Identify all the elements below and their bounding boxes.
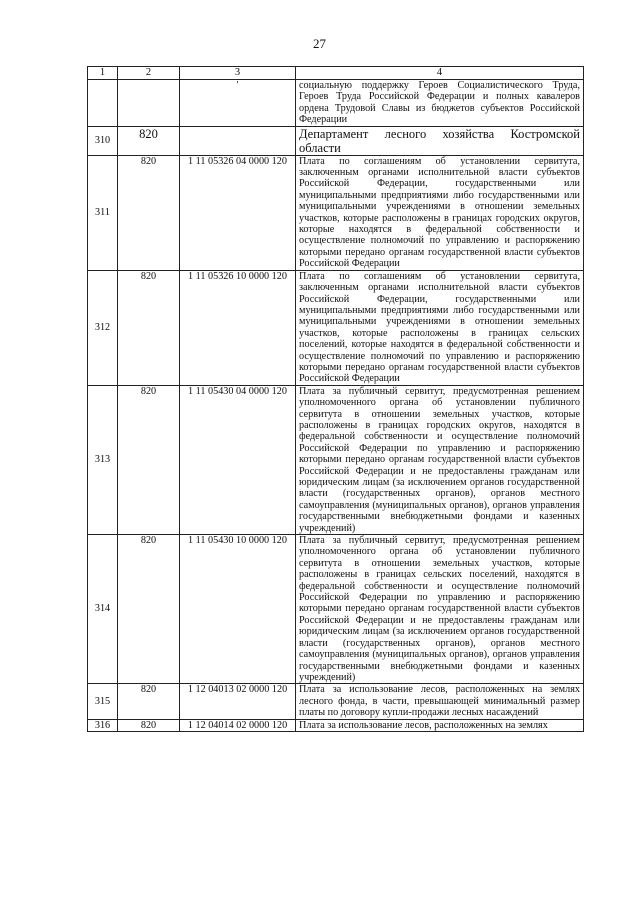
admin-code: 820	[118, 719, 180, 731]
row-number: 315	[88, 684, 118, 719]
kbk-code: 1 11 05326 04 0000 120	[180, 155, 296, 270]
row-number: 311	[88, 155, 118, 270]
table-row	[88, 684, 584, 719]
admin-code: 820	[118, 126, 180, 155]
table-header-row	[88, 67, 584, 80]
row-number	[88, 80, 118, 127]
row-description: Плата за использование лесов, расположенных на землях	[296, 719, 584, 731]
kbk-code: 1 11 05430 04 0000 120	[180, 385, 296, 534]
header-col-3: 3	[180, 67, 296, 80]
table-row	[88, 270, 584, 385]
table-row	[88, 155, 584, 270]
row-description: Плата за публичный сервитут, предусмотренная решением уполномоченного органа об установлении публичного сервитута в отношении земельных участков, которые расположены в границах сельских поселений, находятся в федеральной собственности и осуществление полномочий Российской Федерации по управлению и распоряжению которыми передано органам государственной власти субъектов Российской Федерации и не предоставлены гражданам или юридическим лицам (за исключением органов государственной власти (государственных органов), органов местного самоуправления (муниципальных органов), органов управления государственными внебюджетными фондами и казенных учреждений)	[296, 535, 584, 684]
header-col-1: 1	[88, 67, 118, 80]
stray-mark: '	[180, 80, 296, 127]
header-col-4: 4	[296, 67, 584, 80]
kbk-code: 1 11 05430 10 0000 120	[180, 535, 296, 684]
table-row	[88, 535, 584, 684]
row-number: 313	[88, 385, 118, 534]
admin-code: 820	[118, 535, 180, 684]
row-number: 312	[88, 270, 118, 385]
admin-code	[118, 80, 180, 127]
row-number: 310	[88, 126, 118, 155]
table-row	[88, 126, 584, 155]
table-row-continuation	[88, 80, 584, 127]
page-number: 27	[313, 36, 326, 51]
admin-code: 820	[118, 684, 180, 719]
row-description: социальную поддержку Героев Социалистического Труда, Героев Труда Российской Федерации и полных кавалеров ордена Трудовой Славы из бюджетов субъектов Российской Федерации	[296, 80, 584, 127]
kbk-code: 1 11 05326 10 0000 120	[180, 270, 296, 385]
row-description: Плата за публичный сервитут, предусмотренная решением уполномоченного органа об установлении публичного сервитута в отношении земельных участков, которые расположены в границах городских округов, находятся в федеральной собственности и осуществление полномочий Российской Федерации по управлению и распоряжению которыми передано органам государственной власти субъектов Российской Федерации и не предоставлены гражданам или юридическим лицам (за исключением органов государственной власти (государственных органов), органов местного самоуправления (муниципальных органов), органов управления государственными внебюджетными фондами и казенных учреждений)	[296, 385, 584, 534]
document-table	[87, 66, 584, 732]
table-row	[88, 385, 584, 534]
row-description: Плата по соглашениям об установлении сервитута, заключенным органами исполнительной власти субъектов Российской Федерации, государственными или муниципальными предприятиями либо государственными или муниципальными учреждениями в отношении земельных участков, которые расположены в границах городских округов, которые находятся в федеральной собственности и осуществление полномочий по управлению и распоряжению которыми передано органам государственной власти субъектов Российской Федерации	[296, 155, 584, 270]
row-description: Плата по соглашениям об установлении сервитута, заключенным органами исполнительной власти субъектов Российской Федерации, государственными или муниципальными предприятиями либо государственными или муниципальными учреждениями в отношении земельных участков, которые расположены в границах сельских поселений, которые находятся в федеральной собственности и осуществление полномочий по управлению и распоряжению которыми передано органам государственной власти субъектов Российской Федерации	[296, 270, 584, 385]
row-number: 316	[88, 719, 118, 731]
admin-code: 820	[118, 155, 180, 270]
admin-code: 820	[118, 385, 180, 534]
header-col-2: 2	[118, 67, 180, 80]
row-description: Плата за использование лесов, расположенных на землях лесного фонда, в части, превышающей минимальный размер платы по договору купли-продажи лесных насаждений	[296, 684, 584, 719]
kbk-code	[180, 126, 296, 155]
kbk-code: 1 12 04014 02 0000 120	[180, 719, 296, 731]
kbk-code: 1 12 04013 02 0000 120	[180, 684, 296, 719]
table-row	[88, 719, 584, 731]
row-description: Департамент лесного хозяйства Костромской области	[296, 126, 584, 155]
admin-code: 820	[118, 270, 180, 385]
row-number: 314	[88, 535, 118, 684]
